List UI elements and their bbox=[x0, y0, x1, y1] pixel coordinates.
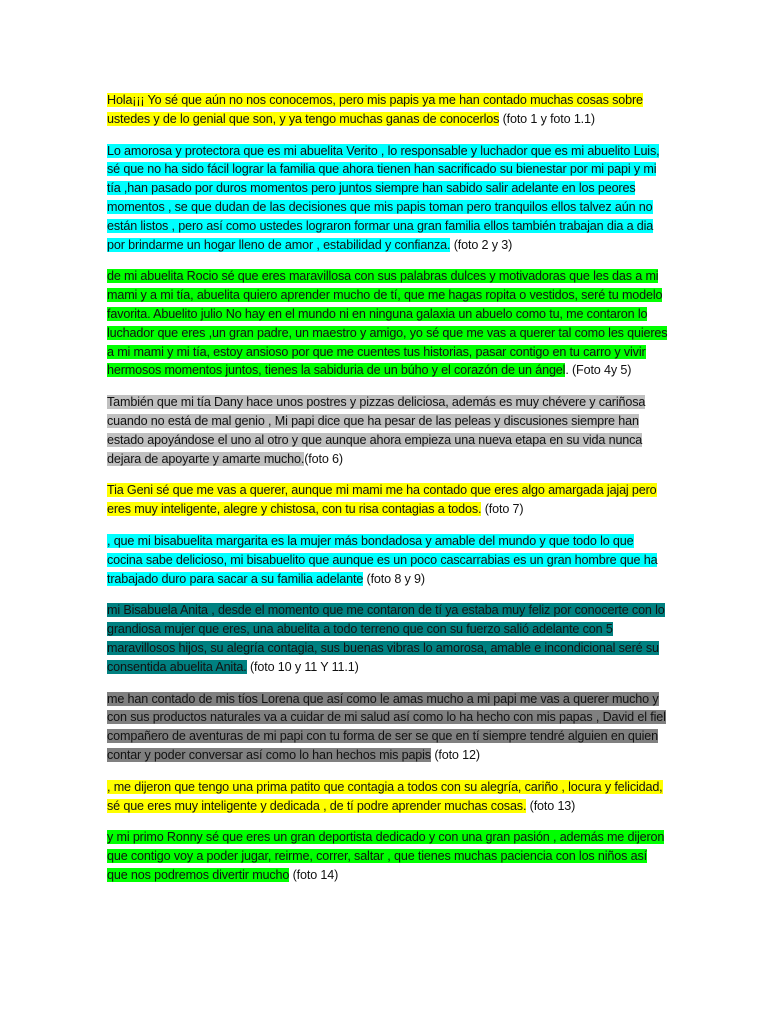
photo-reference: (foto 13) bbox=[526, 798, 576, 813]
photo-reference: (foto 1 y foto 1.1) bbox=[499, 111, 595, 126]
highlighted-text: Tia Geni sé que me vas a querer, aunque mi mami me ha contado que eres algo amargada jajaj pero eres muy inteligente, alegre y chistosa, con tu risa contagias a todos. bbox=[107, 483, 657, 517]
paragraph-6 bbox=[107, 532, 668, 588]
highlighted-text: , que mi bisabuelita margarita es la mujer más bondadosa y amable del mundo y que todo lo que cocina sabe delicioso, mi bisabuelito que aunque es un poco cascarrabias es un gran hombre que ha trabajado duro para sacar a su familia adelante bbox=[107, 533, 658, 586]
highlighted-text: Lo amorosa y protectora que es mi abuelita Verito , lo responsable y luchador que es mi abuelito Luis, sé que no ha sido fácil lograr la familia que ahora tienen han sacrificado su bienestar por mi papi y mi tía ,han pasado por duros momentos pero juntos siempre han sabido salir adelante en los peores momentos , se que dudan de las decisiones que mis papis toman pero tranquilos ellos talvez aún no están listos , pero así como ustedes lograron formar una gran familia ellos también trabajan dia a dia por brindarme un hogar lleno de amor , estabilidad y confianza. bbox=[107, 143, 660, 252]
paragraph-1 bbox=[107, 91, 668, 129]
paragraph-10 bbox=[107, 828, 668, 884]
highlighted-text: mi Bisabuela Anita , desde el momento que me contaron de tí ya estaba muy feliz por conocerte con lo grandiosa mujer que eres, una abuelita a todo terreno que con su fuerzo salió adelante con 5 maravillosos hijos, su alegría contagia, sus buenas vibras lo amorosa, amable e incondicional seré su consentida abuelita Anita. bbox=[107, 603, 665, 674]
photo-reference: (foto 2 y 3) bbox=[450, 237, 513, 252]
paragraph-4 bbox=[107, 393, 668, 468]
photo-reference: (foto 14) bbox=[289, 867, 339, 882]
highlighted-text: También que mi tía Dany hace unos postres y pizzas deliciosa, además es muy chévere y cariñosa cuando no está de mal genio , Mi papi dice que ha pesar de las peleas y discusiones siempre han estado apoyándose el uno al otro y que aunque ahora empieza una nueva etapa en su vida nunca dejara de apoyarte y amarte mucho. bbox=[107, 395, 646, 466]
highlighted-text: me han contado de mis tíos Lorena que así como le amas mucho a mi papi me vas a querer mucho y con sus productos naturales va a cuidar de mi salud así como lo ha hecho con mis papas , David el fiel compañero de aventuras de mi papi con tu forma de ser se que en tí siempre tendré alguien en quien contar y poder conversar así como lo han hechos mis papis bbox=[107, 691, 666, 762]
paragraph-3 bbox=[107, 267, 668, 380]
paragraph-5 bbox=[107, 481, 668, 519]
paragraph-7 bbox=[107, 601, 668, 676]
paragraph-9 bbox=[107, 778, 668, 816]
highlighted-text: y mi primo Ronny sé que eres un gran deportista dedicado y con una gran pasión , además me dijeron que contigo voy a poder jugar, reirme, correr, saltar , que tienes muchas paciencia con los niños así que nos podremos divertir mucho bbox=[107, 830, 665, 882]
highlighted-text: de mi abuelita Rocio sé que eres maravillosa con sus palabras dulces y motivadoras que les das a mi mami y a mi tía, abuelita quiero aprender mucho de tí, que me hagas ropita o vestidos, seré tu modelo favorita. Abuelito julio No hay en el mundo ni en ninguna galaxia un abuelo como tu, me contaron lo luchador que eres ,un gran padre, un maestro y amigo, yo sé que me vas a querer tal como les quieres a mi mami y mi tía, estoy ansioso por que me cuentes tus historias, pasar contigo en tu carro y vivir hermosos momentos juntos, tienes la sabiduria de un búho y el corazón de un ángel bbox=[107, 269, 668, 378]
photo-reference: (foto 12) bbox=[430, 747, 480, 762]
highlighted-text: Hola¡¡¡ Yo sé que aún no nos conocemos, pero mis papis ya me han contado muchas cosas sobre ustedes y de lo genial que son, y ya tengo muchas ganas de conocerlos bbox=[107, 93, 643, 126]
paragraph-2 bbox=[107, 142, 668, 255]
photo-reference: (foto 6) bbox=[304, 451, 343, 466]
photo-reference: (foto 7) bbox=[481, 502, 524, 517]
highlighted-text: , me dijeron que tengo una prima patito que contagia a todos con su alegría, cariño , locura y felicidad, sé que eres muy inteligente y dedicada , de tí podre aprender muchas cosas. bbox=[107, 779, 663, 813]
photo-reference: . (Foto 4y 5) bbox=[565, 363, 632, 378]
paragraph-8 bbox=[107, 690, 668, 765]
photo-reference: (foto 8 y 9) bbox=[363, 571, 425, 586]
photo-reference: (foto 10 y 11 Y 11.1) bbox=[246, 659, 359, 674]
